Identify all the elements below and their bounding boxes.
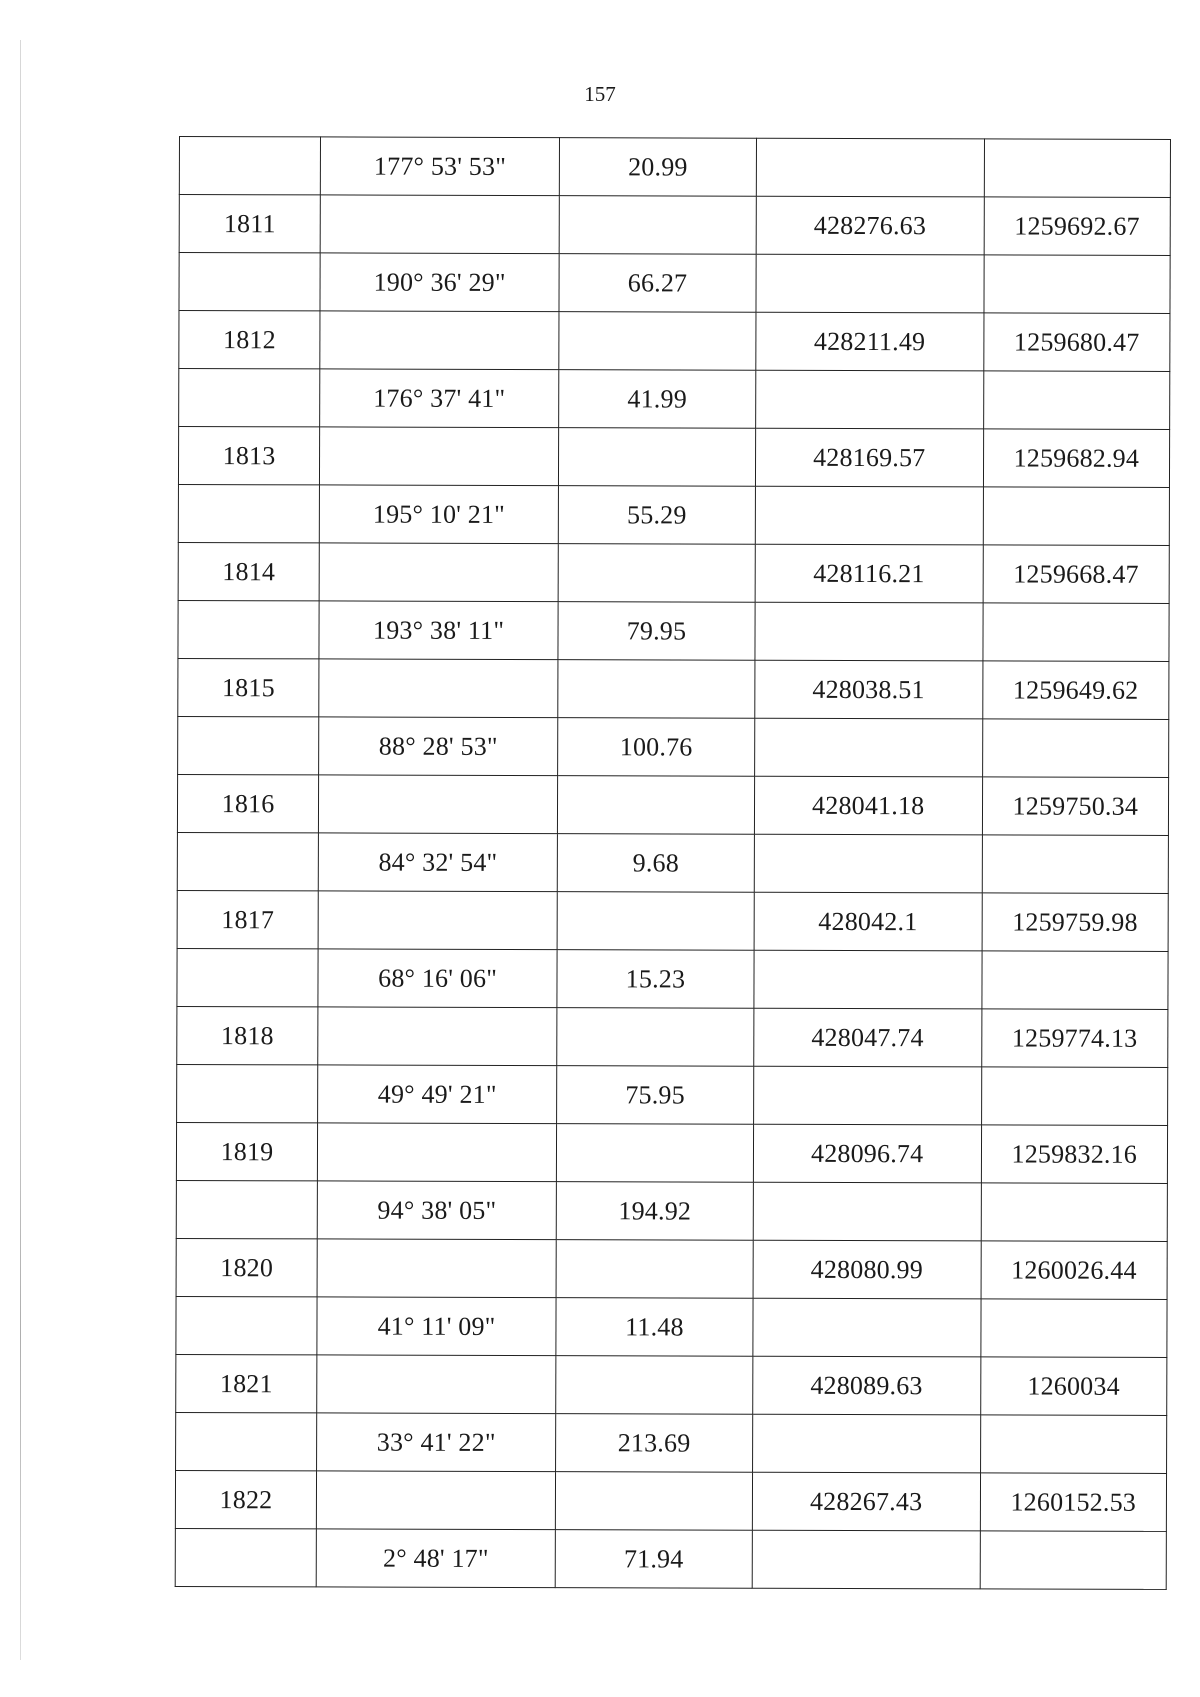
table-row [179,195,1170,256]
northing-cell [756,138,984,197]
table-row [178,658,1169,719]
northing-cell [754,718,982,777]
station-cell: 1821 [176,1354,317,1412]
easting-cell [983,487,1170,546]
table-row [177,948,1168,1009]
table-row [179,137,1170,198]
distance-cell [557,1124,754,1183]
northing-cell [754,834,982,893]
easting-cell [980,1415,1167,1474]
northing-cell [755,370,983,429]
station-cell: 1812 [179,311,320,369]
bearing-cell [317,1355,556,1414]
easting-cell [981,1183,1168,1242]
bearing-cell [318,1007,557,1066]
distance-cell: 66.27 [559,254,756,313]
distance-cell: 9.68 [557,834,754,893]
distance-cell: 79.95 [558,602,755,661]
distance-cell: 15.23 [557,950,754,1009]
northing-cell [753,1182,981,1241]
northing-cell: 428038.51 [755,660,983,719]
station-cell: 1817 [177,890,318,948]
bearing-cell: 49° 49' 21" [318,1065,557,1124]
station-cell [178,716,319,774]
northing-cell: 428116.21 [755,544,983,603]
easting-cell: 1259774.13 [981,1009,1168,1068]
bearing-cell: 94° 38' 05" [317,1181,556,1240]
station-cell [179,137,320,195]
northing-cell: 428080.99 [753,1240,981,1299]
northing-cell [752,1414,980,1473]
distance-cell [555,1472,752,1531]
easting-cell [983,371,1170,430]
bearing-cell: 68° 16' 06" [318,949,557,1008]
station-cell: 1813 [178,427,319,485]
easting-cell [982,835,1169,894]
table-row [177,774,1168,835]
station-cell: 1822 [175,1470,316,1528]
easting-cell: 1259759.98 [982,893,1169,952]
distance-cell [558,660,755,719]
table-row [179,253,1170,314]
bearing-cell [316,1471,555,1530]
bearing-cell: 41° 11' 09" [317,1297,556,1356]
station-cell [177,1064,318,1122]
table-row [175,1528,1166,1589]
scan-edge-line [20,40,21,1660]
table-row [177,832,1168,893]
station-cell [176,1296,317,1354]
distance-cell [559,312,756,371]
easting-cell: 1259692.67 [984,197,1171,256]
station-cell: 1818 [177,1006,318,1064]
northing-cell: 428089.63 [753,1356,981,1415]
northing-cell [755,602,983,661]
station-cell [176,1180,317,1238]
easting-cell: 1260034 [980,1357,1167,1416]
distance-cell: 11.48 [556,1298,753,1357]
easting-cell [984,255,1171,314]
easting-cell [982,951,1169,1010]
easting-cell: 1259649.62 [982,661,1169,720]
easting-cell: 1260026.44 [981,1241,1168,1300]
station-cell [178,484,319,542]
station-cell [177,948,318,1006]
bearing-cell [319,659,558,718]
table-row [177,1064,1168,1125]
distance-cell [556,1240,753,1299]
station-cell [176,1412,317,1470]
easting-cell [984,139,1171,198]
bearing-cell [320,195,559,254]
station-cell [179,253,320,311]
easting-cell [982,719,1169,778]
easting-cell [981,1067,1168,1126]
table-row [176,1180,1167,1241]
distance-cell [557,1008,754,1067]
distance-cell [559,196,756,255]
station-cell: 1819 [176,1122,317,1180]
bearing-cell: 193° 38' 11" [319,601,558,660]
table-row [179,311,1170,372]
easting-cell [980,1299,1167,1358]
northing-cell [753,1298,981,1357]
bearing-cell [320,427,559,486]
bearing-cell [317,1123,556,1182]
easting-cell [983,603,1170,662]
bearing-cell: 33° 41' 22" [317,1413,556,1472]
bearing-cell [318,891,557,950]
table-row [176,1122,1167,1183]
distance-cell: 100.76 [558,718,755,777]
distance-cell [557,892,754,951]
bearing-cell: 195° 10' 21" [319,485,558,544]
easting-cell: 1260152.53 [980,1473,1167,1532]
northing-cell: 428169.57 [755,428,983,487]
bearing-cell [317,1239,556,1298]
bearing-cell [319,543,558,602]
distance-cell: 194.92 [556,1182,753,1241]
northing-cell: 428096.74 [753,1124,981,1183]
northing-cell [755,486,983,545]
table-row [179,369,1170,430]
distance-cell: 20.99 [559,138,756,197]
table-row [178,484,1169,545]
station-cell: 1816 [177,774,318,832]
easting-cell: 1259668.47 [983,545,1170,604]
distance-cell: 41.99 [559,370,756,429]
station-cell: 1814 [178,542,319,600]
bearing-cell [320,311,559,370]
northing-cell: 428276.63 [756,196,984,255]
northing-cell [752,1530,980,1589]
page-number: 157 [584,82,616,106]
northing-cell: 428042.1 [754,892,982,951]
table-row [176,1296,1167,1357]
station-cell [177,832,318,890]
distance-cell: 55.29 [558,486,755,545]
distance-cell [558,544,755,603]
table-row [177,1006,1168,1067]
table-row [177,890,1168,951]
northing-cell [756,254,984,313]
bearing-cell: 84° 32' 54" [318,833,557,892]
station-cell: 1820 [176,1238,317,1296]
easting-cell [980,1531,1167,1590]
table-row [176,1354,1167,1415]
table-row [175,1470,1166,1531]
northing-cell: 428047.74 [754,1008,982,1067]
northing-cell [754,950,982,1009]
table-row [178,542,1169,603]
table-row [178,716,1169,777]
northing-cell [753,1066,981,1125]
distance-cell [558,776,755,835]
bearing-cell: 176° 37' 41" [320,369,559,428]
station-cell [178,600,319,658]
northing-cell: 428211.49 [756,312,984,371]
table-row [178,427,1169,488]
station-cell [175,1528,316,1586]
distance-cell: 71.94 [555,1530,752,1589]
distance-cell: 213.69 [556,1414,753,1473]
bearing-cell [319,775,558,834]
distance-cell [559,428,756,487]
bearing-cell: 88° 28' 53" [319,717,558,776]
station-cell: 1815 [178,658,319,716]
distance-cell [556,1356,753,1415]
table-row [176,1238,1167,1299]
easting-cell: 1259680.47 [983,313,1170,372]
distance-cell: 75.95 [557,1066,754,1125]
table-row [178,600,1169,661]
station-cell: 1811 [179,195,320,253]
easting-cell: 1259682.94 [983,429,1170,488]
bearing-cell: 2° 48' 17" [316,1529,555,1588]
bearing-cell: 190° 36' 29" [320,253,559,312]
station-cell [179,369,320,427]
table-row [176,1412,1167,1473]
bearing-cell: 177° 53' 53" [320,137,559,196]
northing-cell: 428267.43 [752,1472,980,1531]
survey-coordinates-table [175,136,1171,1590]
easting-cell: 1259832.16 [981,1125,1168,1184]
northing-cell: 428041.18 [754,776,982,835]
easting-cell: 1259750.34 [982,777,1169,836]
